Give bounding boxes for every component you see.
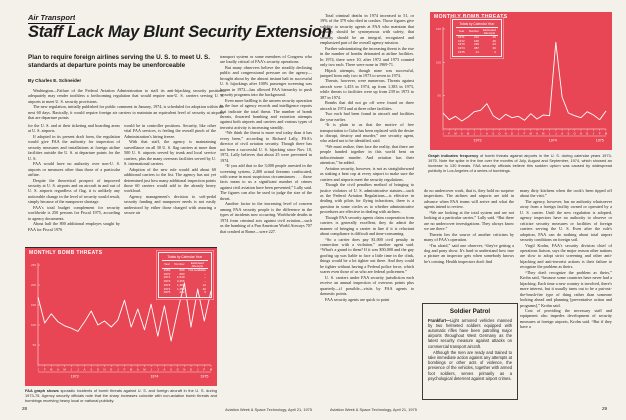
paragraph: Virgil Krohn, FAA's security division chief of operations liaison, says the major reason other nations are slow to adopt strict screening and other anti-hijacking and anti-terrorist actions is their failure to recognize the problem as theirs. [520,242,612,270]
sidebar-title: Soldier Patrol [449,308,491,315]
paragraph: FAA would have no authority over non-U. S. airports or measures other than those of a particular airline. [28,161,120,178]
svg-text:M: M [542,132,545,136]
paragraph: “They don't recognize the problem as theirs,” Krohn said, “because some countries have never had a hijacking. Each time a new country is involved, there's more interest, but it usually turns out to be a put-out-the-brush-fire type of thing rather than someone looking ahead and planning [preventative action and programs],” Krohn said. [520,269,612,308]
svg-text:N: N [579,132,582,136]
paragraph: do no undercover work, that is, they hold no surprise inspections. The airlines and airports are told in advance when FAA teams will arrive and what the agents intend to review. [424,188,514,210]
paragraph: transport system or some members of Congress who are loudly critical of FAA's security operations. [220,54,312,65]
svg-text:50: 50 [32,343,36,347]
paragraph: “So a carrier does pay $1,000 civil penalty in connection with a violation,” another agent said. “What's a grand to them? If it was $50,000 and the guy goofing up was liable to face a little time in the clink, things would be a lot tighter out there. And they could be tighter without having a Federal police force, which scares even those of us who are federal policemen.” [320,236,414,275]
svg-text:S: S [90,368,93,372]
paragraph: Even more baffling is the unseen security operation in the face of agency records and intelligence reports that indicate the total threat. The number of bomb threats, thwarted bombing and extortion attempts against both airports and carriers and various types of terrorist activity is increasing steadily. [220,97,312,130]
article-byline: By Charles E. Schneider [28,78,82,83]
svg-text:50: 50 [437,93,441,98]
svg-text:S: S [567,132,570,136]
sidebar-paragraph: Although the men are ready and trained to take immediate action against any attempts at bombings or other acts of violence, the presence of the vehicles, together with armed foot soldiers, serves primarily as a psychological deterrent against airport crimes. [428,349,512,381]
sidebar-body [428,318,512,381]
paragraph: for the U. S. and at their ticketing and boarding areas at U. S. airports. [28,123,120,134]
svg-text:J: J [479,132,482,136]
paragraph: With that staff, the agency is maintaining surveillance on all 30 U. S. flag carriers at more than 500 U. S. airports served by trunk and local service carriers, plus the many overseas facilities served by U. S. international carriers. [124,139,216,167]
svg-text:A: A [136,368,139,372]
svg-text:D: D [110,368,113,372]
svg-text:J: J [150,368,152,372]
paragraph: Bombs that did not go off were found on three aircraft in 1974 and at three other facilities. [320,100,414,111]
svg-text:A: A [536,132,538,136]
sidebar-dateline: Frankfurt— [428,317,451,323]
svg-text:100: 100 [30,323,36,327]
paragraph: Though the civil penalties method of bringing to justice violators of U. S. administrative statutes—such as the Federal Aviation Regulations—is effective in dealing with pilots for flying infractions, there is a question in some circles as to whether administrative procedures are effective in dealing with airlines. [320,182,414,215]
svg-text:N: N [183,368,186,372]
svg-text:100: 100 [435,60,441,65]
paragraph: “It is plain to us that the motive of free transportation to Cuba has been replaced with the desire to disrupt, destroy and murder,” one security agent, who asked not to be identified, said. [320,122,414,144]
svg-text:O: O [176,368,179,372]
paragraph: Two each had been found in aircraft and facilities the year earlier. [320,111,414,122]
sidebar-text: Light armored vehicles manned by two helmeted soldiers equipped with automatic rifles have been patrolling major airports throughout West Germany as the latest security measure against attacks on commercial transport aircraft. [428,317,512,349]
svg-text:D: D [190,368,193,372]
svg-text:F: F [523,132,526,136]
page-number-left: 28 [22,406,28,411]
svg-text:O: O [498,132,501,136]
svg-text:F: F [43,368,46,372]
airport-bomb-threats-chart [430,12,612,150]
svg-text:1975: 1975 [200,374,209,379]
paragraph: The new regulation, initially published for public comment in January, 1974, is scheduled for adoption within the next 60 days. Basically, it would require foreign air carriers to maintain an equivalent level of security at airports that are departure points [28,104,224,121]
svg-text:F: F [203,368,206,372]
svg-text:250: 250 [30,263,36,267]
svg-text:J: J [197,368,199,372]
paragraph: “If you add that to the 3,000 people arrested in the screening system, 2,400 actual firearms confiscated, with some in most suspicious circumstances . . . those facts mean to us a significant number of crimes against civil aviation have been prevented,” Lally said. The figures can also be used to judge the size of the threat. [220,163,312,201]
paragraph: would be in controller positions. Security, like other vital FAA services, is feeling the overall pinch of the Administration's hiring freeze. [124,123,216,139]
svg-text:J: J [517,132,519,136]
sidebar-paragraph [428,318,512,349]
svg-text:J: J [117,368,119,372]
svg-text:J: J [157,368,159,372]
soldier-patrol-sidebar [422,303,518,400]
paragraph: “We must realize, then face the reality, that there are people banded together in this world bent on indiscriminate murder. And aviation has their attention,” he added. [320,143,414,166]
paragraph: Despite the theoretical prospect of improved security at U. S. airports and on aircraft in and out of U. S. airports regardless of flag, it is unlikely any noticeable change in the level of security would result, simply because of the manpower shortage. [28,177,120,205]
page-number-right: 29 [602,406,608,411]
section-kicker: Air Transport [28,13,76,22]
paragraph: Cost of providing the necessary staff and equipment also impedes development of security measures at foreign airports, Krohn said. “But if they have a [520,307,612,330]
totals-table: Totals by Calendar Year Year Number Estimated Attempts 1971 212 10 1972 160 40 1973 239 24 1974 387 39 1975 21 3 [452,19,502,57]
svg-text:J: J [555,132,557,136]
svg-text:M: M [50,368,53,372]
text-column-4 [320,13,414,399]
svg-text:150: 150 [30,303,36,307]
svg-text:A: A [163,368,166,372]
svg-text:M: M [454,132,457,136]
svg-text:J: J [70,368,72,372]
text-column-1 [28,123,120,244]
chart-title: MONTHLY BOMB THREATS [434,14,508,20]
svg-text:M: M [529,132,532,136]
svg-text:A: A [485,132,488,136]
svg-text:A: A [561,132,564,136]
aircraft-bomb-threats-chart [25,247,217,386]
paragraph: The agency, however, has no authority whatsoever away from a foreign facility owned or operated by a U. S. carrier. Until the new regulation is adopted, agency inspectors have no authority to observe or criticize security measures or facilities of foreign carriers serving the U. S. Even after the rule's adoption, FAA can do nothing about total airport security conditions on foreign soil. [520,198,612,243]
paragraph: “I'm afraid,” said one observer, “they're getting a dog and pony show. It's hard to understand how true a picture an inspector gets when somebody knows he's coming. Health inspectors don't find [424,242,514,264]
svg-text:150: 150 [435,27,441,31]
svg-text:1974: 1974 [150,374,159,379]
svg-text:1974: 1974 [548,138,557,143]
svg-text:A: A [57,368,59,372]
text-column-2 [124,123,216,244]
svg-text:F: F [123,368,126,372]
paragraph: “We think the threat is more real today than it has every been,” according to Richard Lally, FAA's director of civil aviation security. Though there has not been a successful U. S. hijacking since Nov. 10, 1972, Lally believes that about 25 were prevented in 1974. [220,130,312,163]
article-title: Staff Lack May Blunt Security Extension [28,23,332,41]
paragraph: U. S. carriers under FAA security jurisdiction each receive an annual inspection of overseas points plus quarterly—if possible—visits by FAA agents to domestic points. [320,274,414,297]
paragraph: “We are looking at the total system and are not looking at a particular carrier,” Lally said. “But there are no undercover investigations. They always know we are there.” [424,209,514,232]
caption-lead: FAA graph shows [25,388,59,393]
paragraph: Hijack attempts, though none was successful, jumped from only two in 1973 to seven in 1974. [320,67,414,78]
svg-text:N: N [504,132,507,136]
svg-text:M: M [466,132,470,136]
svg-text:N: N [103,368,106,372]
paragraph: Agency management's decision to soft-pedal security funding and manpower needs is not easily understood by either those charged with assuring a secure air [124,193,216,216]
svg-text:200: 200 [30,283,36,287]
caption-text: sporadic incidents of bomb threats against U. S. and foreign aircraft in the U. S. during 1973-75. Agency security officials note that the sharp increases coincide with non-aviation bomb threats and bombings receiving heavy local or national publicity. [25,388,217,404]
caption-lead: Graph indicates frequency [428,153,479,158]
svg-text:J: J [442,132,444,136]
journal-footer-left: Aviation Week & Space Technology, April 21, 1975 [225,407,312,412]
svg-text:M: M [209,368,213,372]
paragraph: Another factor in the increasing level of concern among FAA security people is the difference in the types of incidents now occurring. Worldwide deaths in 1974 from criminal acts against civil aviation—such as the bombing of a Pan American World Airways 707 that crashed at Rome—were 227. [220,201,312,234]
svg-text:D: D [586,132,589,136]
text-column-6 [520,188,612,400]
paragraph: Further substantiating the increasing threat is the rise in the number of bombs detonated at airline facilities. In 1974, there were 10, after 1972 and 1973 counted only two each. There were none in 1969-71. [320,45,414,68]
svg-text:J: J [592,132,595,136]
svg-text:J: J [37,368,39,372]
intro-text [28,88,224,121]
svg-text:J: J [473,132,476,136]
svg-text:F: F [598,132,601,136]
paragraph: many dirty kitchens when the cook's been tipped off about the visit.” [520,188,612,199]
svg-text:A: A [460,132,463,136]
chart-title: MONTHLY BOMB THREATS [29,250,103,256]
chart-caption-airports [428,153,612,173]
article-subtitle: Plan to require foreign airlines serving the U. S. to meet U. S. standards at departure points may be unenforceable [28,54,210,70]
paragraph: If adopted in its present draft form, the regulation would give FAA the authority for inspection of security measures and installations at foreign airline facilities outside the U. S. at departure points for the U. S. [28,133,120,161]
paragraph: FAA security agents are quick to point [325,296,390,302]
svg-text:S: S [170,368,172,372]
svg-text:D: D [510,132,513,136]
paragraph: Threats, however, were numerous. Threats against aircraft were 1,453 in 1974, up from 1,383 in 1973, while threats to facilities were up from 239 in 1973 to 387 in 1974. [320,78,414,100]
paragraph: Though FAA security agents claim cooperation from carriers is generally excellent, they do admit the manner of bringing a carrier in line if it is reluctant about compliance is difficult and time-consuming. [320,214,414,237]
svg-text:J: J [77,368,79,372]
svg-text:M: M [143,368,146,372]
svg-text:J: J [548,132,551,136]
svg-text:O: O [573,132,576,136]
svg-text:1973: 1973 [70,374,79,379]
text-column-3 [220,54,312,401]
svg-text:1973: 1973 [473,138,482,143]
totals-table: Totals by Calendar Year Year Number Estimated Attempts 1969 600 Not Available 1970 683 – 1971 1,540 – 1972 2,256 – 1973 1,383 12 1974 1,453 40 1975 262 6 [158,252,212,298]
paragraph: Adoption of the new rule would add about 60 additional carriers to the list. The agency has not yet determined just how many additional inspection points those 60 carriers would add to the already heavy workload. [124,166,216,194]
paragraph: But many observers believe the steadily declining public and congressional pressure on the agency—brought about by the almost instant halt in successful U. S. hijackings after 100% passenger screening was begun in 1972—has allowed FAA hierarchy to push security programs into the background. [220,64,312,98]
paragraph: Total criminal deaths in 1974 increased to 51, or 19% of the 379 who died in crashes. Those figures give validity to security agents at FAA who maintain that security should be synonymous with safety; that security should be an integral, recognized and emphasized part of the overall agency mission. [320,13,414,46]
svg-text:1975: 1975 [595,138,604,143]
svg-text:A: A [83,368,86,372]
svg-text:M: M [130,368,133,372]
svg-text:M: M [63,368,66,372]
chart-caption-aircraft [25,388,217,403]
paragraph: FAA's total budget complement for security worldwide is 250 persons for Fiscal 1975, according to agency documents. [28,204,120,221]
paragraph: About half the 800 additional employes sought by FAA for Fiscal 1976 [28,221,120,232]
svg-text:S: S [492,132,495,136]
paragraph: Washington—Failure of the Federal Aviation Administration to staff its anti-hijacking security positions adequately may render toothless a forthcoming regulation that would require non-U. S. carriers serving U. S. airports to meet U. S. security provisions. [28,88,224,104]
paragraph: Therein lies the source of another criticism by many of FAA's operation. [424,231,514,243]
caption-text: of bomb threats against airports in the U. S. during calendar years 1973-1975. Note the spike in the line over the months of July, August and September, 1974, which showed an increase to 130 threats. FAA security officials believe this sudden upturn was caused by widespread publicity in Los Angeles of a series of bombings. [428,153,612,174]
journal-footer-right: Aviation Week & Space Technology, April 21, 1975 [330,407,417,412]
svg-text:O: O [96,368,99,372]
svg-text:M: M [604,132,608,136]
text-column-5 [424,188,514,301]
paragraph: Aviation security, however, is not as straightforward as staking a beat cop at every airport to make sure the carriers and airports meet the security regulations. [320,165,414,182]
svg-text:F: F [448,132,451,136]
